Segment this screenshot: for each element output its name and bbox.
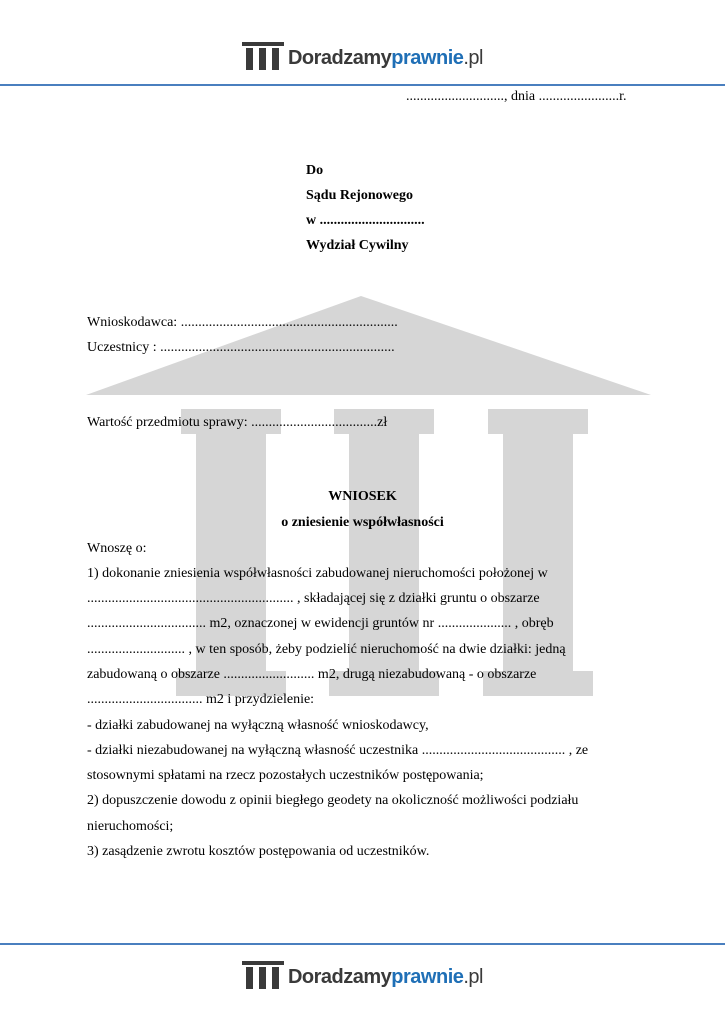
participants-line: Uczestnicy : ...................................................................	[87, 340, 395, 355]
addressee-city: w ..............................	[306, 213, 425, 228]
case-value-line: Wartość przedmiotu sprawy: ....................................zł	[87, 415, 388, 430]
logo-text: Doradzamyprawnie.pl	[287, 966, 483, 988]
header-divider	[0, 84, 725, 86]
footer-divider	[0, 943, 725, 945]
document-subtitle: o zniesienie współwłasności	[281, 515, 444, 530]
body-line: ........................................................... , składającej się z działki gruntu o obszarze	[87, 591, 540, 606]
addressee-to: Do	[306, 163, 324, 178]
logo-text: Doradzamyprawnie.pl	[287, 47, 483, 69]
body-line: nieruchomości;	[87, 819, 174, 834]
courthouse-logo-icon	[242, 42, 284, 70]
body-line: stosownymi spłatami na rzecz pozostałych uczestników postępowania;	[87, 768, 484, 783]
body-line: Wnoszę o:	[87, 541, 147, 556]
body-line: ............................ , w ten sposób, żeby podzielić nieruchomość na dwie działki: jedną	[87, 642, 566, 657]
body-line: - działki niezabudowanej na wyłączną własność uczestnika ......................................... , ze	[87, 743, 589, 758]
body-line: 3) zasądzenie zwrotu kosztów postępowania od uczestników.	[87, 844, 430, 859]
applicant-line: Wnioskodawca: ..............................................................	[87, 315, 398, 330]
addressee-department: Wydział Cywilny	[306, 238, 409, 253]
body-line: 2) dopuszczenie dowodu z opinii biegłego geodety na okoliczność możliwości podziału	[87, 793, 579, 808]
body-line: - działki zabudowanej na wyłączną własność wnioskodawcy,	[87, 718, 429, 733]
document-title: WNIOSEK	[328, 489, 397, 504]
footer-logo	[0, 959, 725, 989]
body-line: ................................. m2 i przydzielenie:	[87, 692, 315, 707]
courthouse-logo-icon	[242, 961, 284, 989]
date-line: ............................, dnia .......................r.	[406, 89, 627, 104]
header-logo	[0, 40, 725, 70]
body-line: .................................. m2, oznaczonej w ewidencji gruntów nr ..................... , obręb	[87, 616, 554, 631]
body-line: 1) dokonanie zniesienia współwłasności zabudowanej nieruchomości położonej w	[87, 566, 548, 581]
addressee-court: Sądu Rejonowego	[306, 188, 413, 203]
body-line: zabudowaną o obszarze .......................... m2, drugą niezabudowaną - o obszarze	[87, 667, 537, 682]
